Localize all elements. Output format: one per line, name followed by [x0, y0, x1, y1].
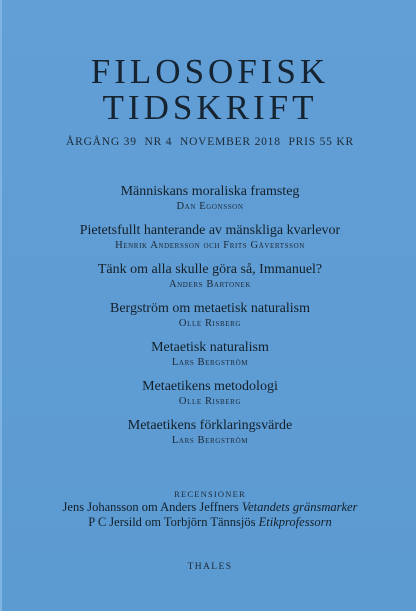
- article-author: Henrik Andersson och Frits Gåvertsson: [115, 240, 305, 251]
- article-entry: [2, 418, 416, 447]
- review-book-title: Etikprofessorn: [258, 515, 332, 529]
- masthead: [2, 54, 416, 148]
- article-title: Metaetisk naturalism: [151, 340, 269, 355]
- article-author: Anders Bartonek: [168, 279, 252, 290]
- article-author: Dan Egonsson: [176, 201, 244, 212]
- article-author: Lars Bergström: [171, 357, 249, 368]
- review-prefix: P C Jersild om Torbjörn Tännsjös: [88, 515, 256, 529]
- article-title: Metaetikens förklaringsvärde: [127, 418, 293, 433]
- article-title: Metaetikens metodologi: [142, 379, 278, 394]
- volume-label: ÅRGÅNG 39: [66, 136, 137, 148]
- article-author: Olle Risberg: [178, 396, 242, 407]
- article-title: Pietetsfullt hanterande av mänskliga kvarlevor: [79, 223, 341, 238]
- reviews-heading: RECENSIONER: [174, 489, 246, 499]
- review-prefix: Jens Johansson om Anders Jeffners: [62, 500, 239, 514]
- issue-number: NR 4: [144, 136, 173, 148]
- article-entry: [2, 340, 416, 369]
- article-author: Olle Risberg: [178, 318, 242, 329]
- publisher-name: THALES: [187, 562, 233, 572]
- article-title: Bergström om metaetisk naturalism: [110, 301, 310, 316]
- article-entry: [2, 223, 416, 252]
- article-entry: [2, 379, 416, 408]
- article-entry: [2, 262, 416, 291]
- price-label: PRIS 55 KR: [288, 136, 354, 148]
- review-entry: [2, 515, 416, 530]
- table-of-contents: [2, 184, 416, 457]
- reviews-section: [2, 489, 416, 530]
- issue-date: NOVEMBER 2018: [179, 136, 281, 148]
- article-author: Lars Bergström: [171, 435, 249, 446]
- journal-title-line2: TIDSKRIFT: [102, 88, 318, 127]
- review-entry: [2, 500, 416, 515]
- article-title: Människans moraliska framsteg: [120, 184, 300, 199]
- issue-info: [2, 136, 416, 148]
- article-title: Tänk om alla skulle göra så, Immanuel?: [97, 262, 323, 277]
- journal-title-line1: FILOSOFISK: [90, 52, 330, 91]
- article-entry: [2, 301, 416, 330]
- review-book-title: Vetandets gränsmarker: [241, 500, 358, 514]
- article-entry: [2, 184, 416, 213]
